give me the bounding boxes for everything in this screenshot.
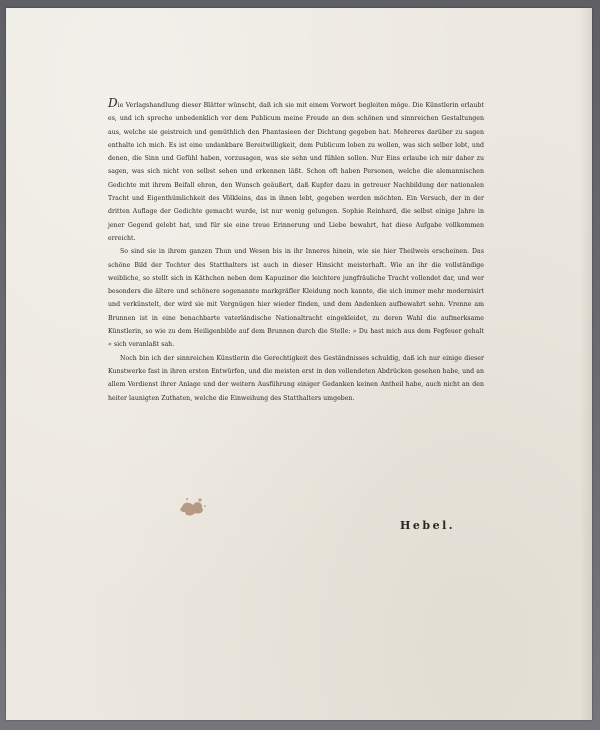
paragraph-3-text: Noch bin ich der sinnreichen Künstlerin die Gerechtigkeit des Geständnisses schuldig, daß ich nur einige dieser Kunstwerke fast in ihren ersten Entwürfen, und die meisten erst in den vollendeten Abdrücken gesehen habe, und an allem Verdienst ihrer Anlage und der weitern Ausführung einiger Gedanken keinen Antheil habe, auch nicht an den heiter launigten Zuthaten, welche die Einweihung des Statthalters umgeben. — [108, 354, 484, 402]
paragraph-1 — [108, 98, 484, 245]
ink-stain — [176, 493, 210, 519]
drop-cap: D — [108, 96, 118, 110]
signature-hebel: Hebel. — [400, 519, 456, 532]
preface-text — [108, 98, 484, 405]
paragraph-2-text: So sind sie in ihrem ganzen Thun und Wesen bis in ihr Inneres hinein, wie sie hier Theilweis erscheinen. Das schöne Bild der Tochter des Statthalters ist auch in dieser Hinsicht meisterhaft. Wie an ihr die vollständige weibliche, so stellt sich in Käthchen neben dem Kapuziner die leichtere jungfräuliche Tracht vollendet dar, und wer besonders die ältere und schönere sogenannte markgräfler Kleidung noch kannte, die sich immer mehr modernisirt und verkünstelt, der wird sie mit Vergnügen hier wieder finden, und dem Andenken aufbewahrt sehn. Vrenne am Brunnen ist in eine benachbarte vaterländische Nationaltracht eingekleidet, zu deren Wahl die aufmerksame Künstlerin, so wie zu dem Heiligenbilde auf dem Brunnen durch die Stelle: » Du hast mich aus dem Fegfeuer gehalt « sich veranlaßt sah. — [108, 248, 484, 349]
paragraph-1-text: ie Verlagshandlung dieser Blätter wünscht, daß ich sie mit einem Vorwort begleiten möge. Die Künstlerin erlaubt es, und ich spreche unbedenklich vor dem Publicum meine Freude an den schönen und sinnreichen Gestaltungen aus, welche sie geistreich und gemüthlich den Phantasieen der Dichtung gegeben hat. Mehreres darüber zu sagen enthalte ich mich. Es ist eine undankbare Bereitwilligkeit, dem Publicum loben zu wollen, was sich selber lobt, und denen, die Sinn und Gefühl haben, vorzusagen, was sie sehn und fühlen sollen. Nur Eins erlaube ich mir daher zu sagen, was sich nicht von selbst sehen und erkennen läßt. Schon oft haben Personen, welche die alemannischen Gedichte mit ihrem Beifall ehren, den Wunsch geäußert, daß Kupfer dazu in getreuer Nachbildung der nationalen Tracht und Eigenthümlichkeit des Völkleins, das in ihnen lebt, gegeben werden möchten. Ein Versuch, der in der dritten Auflage der Gedichte gemacht wurde, ist nur wenig gelungen. Sophie Reinhard, die selbst einige Jahre in jener Gegend gelebt hat, und für sie eine treue Erinnerung und Liebe bewahrt, hat diese Aufgabe vollkommen erreicht. — [108, 102, 484, 242]
paragraph-2 — [108, 245, 484, 351]
paragraph-3 — [108, 352, 484, 405]
